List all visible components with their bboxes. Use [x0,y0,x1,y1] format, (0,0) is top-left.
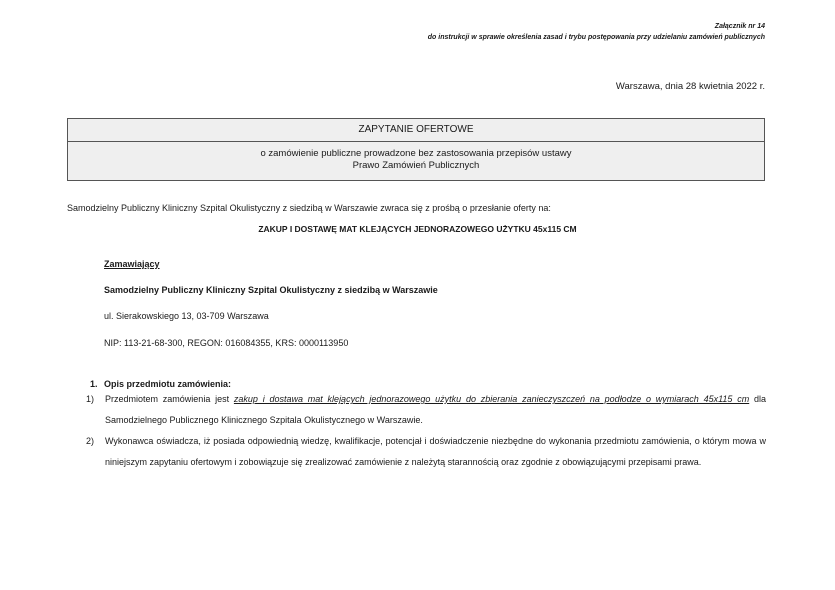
item-1-text-before: Przedmiotem zamówienia jest [105,394,234,404]
place-and-date: Warszawa, dnia 28 kwietnia 2022 r. [615,81,765,92]
ordering-party-name: Samodzielny Publiczny Kliniczny Szpital Okulistyczny z siedzibą w Warszawie [104,285,438,295]
attachment-description: do instrukcji w sprawie określenia zasad i trybu postępowania przy udzielaniu zamówień publicznych [427,34,765,41]
item-1-emphasis: zakup i dostawa mat klejących jednorazowego użytku do zbierania zanieczyszczeń na podłodze o wymiarach 45x115 cm [233,394,750,404]
attachment-number: Załącznik nr 14 [714,23,765,30]
document-subtitle [68,142,764,172]
list-item-number: 2) [86,436,95,446]
order-subject: ZAKUP I DOSTAWĘ MAT KLEJĄCYCH JEDNORAZOWEGO UŻYTKU 45x115 CM [258,224,577,234]
item-1-text-after: dla Samodzielnego Publicznego Klinicznego Szpitala Okulistycznego w Warszawie. [105,394,766,425]
section-1-title: Opis przedmiotu zamówienia: [104,379,232,389]
subtitle-line-2: Prawo Zamówień Publicznych [352,160,480,171]
subtitle-line-1: o zamówienie publiczne prowadzone bez zastosowania przepisów ustawy [260,148,572,159]
list-item [86,431,766,473]
section-1-header [90,379,231,389]
title-box [67,118,765,181]
list-item [86,389,766,431]
list-item-text [105,389,766,431]
document-title: ZAPYTANIE OFERTOWE [68,119,764,142]
ordering-party-header: Zamawiający [104,259,160,269]
ordering-party-address: ul. Sierakowskiego 13, 03-709 Warszawa [104,311,269,321]
list-item-number: 1) [86,394,95,404]
section-1-number: 1. [90,379,98,389]
intro-text: Samodzielny Publiczny Kliniczny Szpital Okulistyczny z siedzibą w Warszawie zwraca się z prośbą o przesłanie oferty na: [67,203,551,213]
item-2-text: Wykonawca oświadcza, iż posiada odpowiednią wiedzę, kwalifikacje, potencjał i doświadczenie niezbędne do wykonania przedmiotu zamówienia, o którym mowa w niniejszym zapytaniu ofertowym i zobowiązuje się zrealizować zamówienie z należytą starannością oraz zgodnie z obowiązującymi przepisami prawa. [105,436,766,467]
ordering-party-ids: NIP: 113-21-68-300, REGON: 016084355, KRS: 0000113950 [104,338,349,348]
